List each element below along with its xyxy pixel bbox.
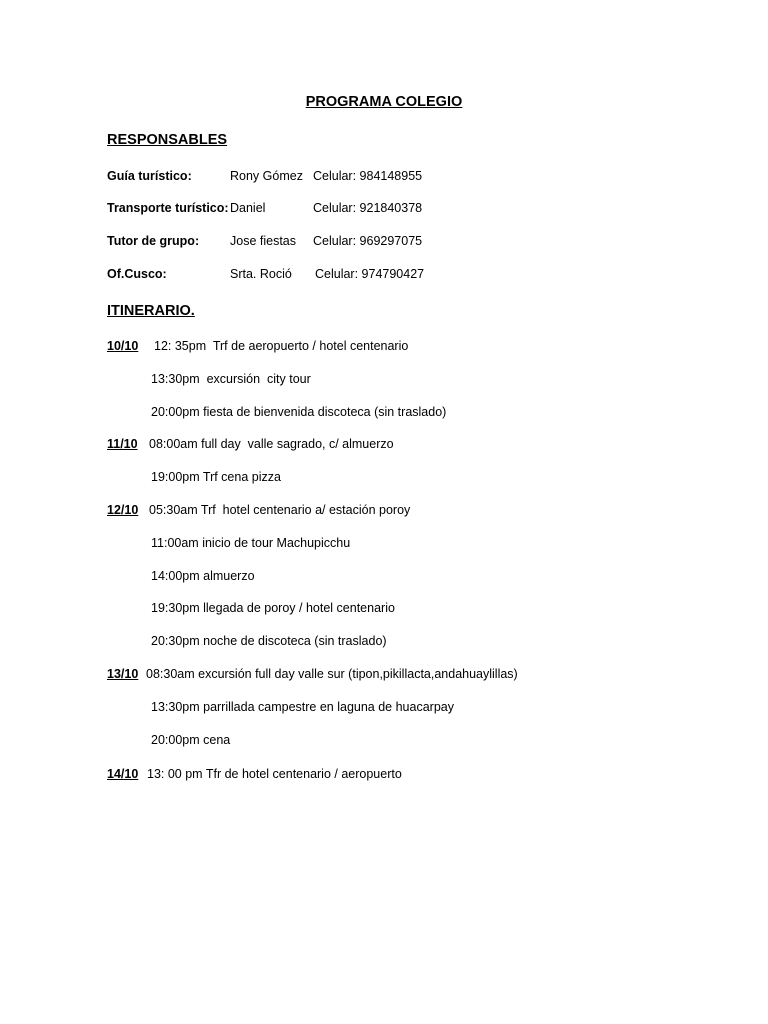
itinerary-entry: 14:00pm almuerzo	[151, 569, 255, 583]
responsable-phone: Celular: 921840378	[313, 201, 423, 215]
itinerary-entry: 19:30pm llegada de poroy / hotel centenario	[151, 601, 395, 615]
document-title: PROGRAMA COLEGIO	[305, 94, 463, 110]
itinerary-entry: 08:30am excursión full day valle sur (tipon,pikillacta,andahuaylillas)	[146, 667, 518, 681]
responsable-name: Jose fiestas	[230, 234, 297, 248]
responsable-role: Tutor de grupo:	[107, 234, 200, 248]
itinerary-entry: 12: 35pm Trf de aeropuerto / hotel centenario	[154, 339, 409, 353]
day-date: 13/10	[107, 667, 139, 681]
itinerary-entry: 13:30pm excursión city tour	[151, 372, 311, 386]
itinerary-entry: 13:30pm parrillada campestre en laguna de huacarpay	[151, 700, 454, 714]
responsable-phone: Celular: 969297075	[313, 234, 423, 248]
itinerary-entry: 20:00pm cena	[151, 733, 231, 747]
responsable-role: Guía turístico:	[107, 169, 192, 183]
itinerary-entry: 19:00pm Trf cena pizza	[151, 470, 281, 484]
responsable-phone: Celular: 984148955	[313, 169, 423, 183]
itinerary-entry: 20:00pm fiesta de bienvenida discoteca (sin traslado)	[151, 405, 447, 419]
day-date: 10/10	[107, 339, 139, 353]
itinerary-entry: 08:00am full day valle sagrado, c/ almuerzo	[149, 437, 394, 451]
responsable-name: Rony Gómez	[230, 169, 303, 183]
responsable-phone: Celular: 974790427	[315, 267, 425, 281]
itinerary-entry: 05:30am Trf hotel centenario a/ estación poroy	[149, 503, 411, 517]
responsables-heading: RESPONSABLES	[107, 132, 228, 148]
responsable-role: Of.Cusco:	[107, 267, 167, 281]
responsable-role: Transporte turístico:	[107, 201, 229, 215]
responsable-name: Daniel	[230, 201, 266, 215]
day-date: 14/10	[107, 767, 139, 781]
day-date: 12/10	[107, 503, 139, 517]
itinerario-heading: ITINERARIO.	[107, 303, 195, 319]
itinerary-entry: 11:00am inicio de tour Machupicchu	[151, 536, 351, 550]
itinerary-entry: 13: 00 pm Tfr de hotel centenario / aeropuerto	[147, 767, 402, 781]
itinerary-entry: 20:30pm noche de discoteca (sin traslado)	[151, 634, 387, 648]
day-date: 11/10	[107, 437, 138, 451]
responsable-name: Srta. Roció	[230, 267, 292, 281]
